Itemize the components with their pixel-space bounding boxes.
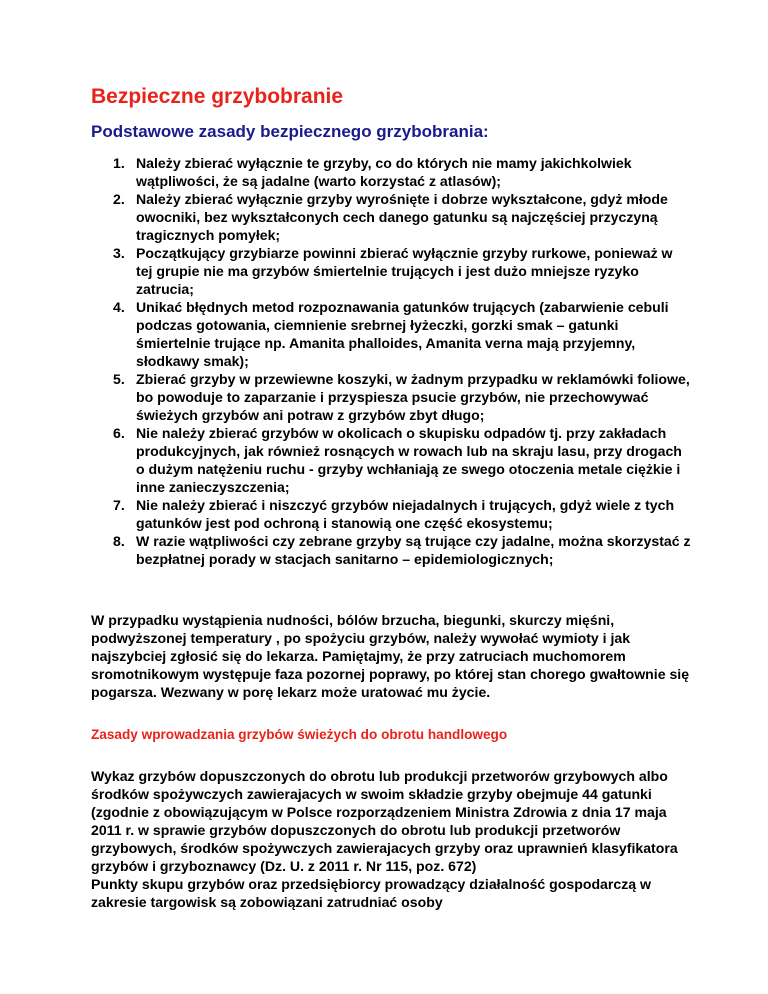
list-item-text: W razie wątpliwości czy zebrane grzyby są trujące czy jadalne, można skorzystać z bezpłatnej porady w stacjach sanitarno – epidemiologicznych; bbox=[136, 533, 691, 567]
list-item-number: 6. bbox=[113, 425, 125, 441]
list-item bbox=[91, 496, 691, 532]
list-item-text: Unikać błędnych metod rozpoznawania gatunków trujących (zabarwienie cebuli podczas gotowania, ciemnienie srebrnej łyżeczki, gorzki smak – gatunki śmiertelnie trujące np. Amanita phalloides, Amanita verna mają przyjemny, słodkawy smak); bbox=[136, 299, 669, 369]
trade-paragraph-2: Punkty skupu grzybów oraz przedsiębiorcy prowadzący działalność gospodarczą w zakresie targowisk są zobowiązani zatrudniać osoby bbox=[91, 876, 651, 910]
list-item-number: 7. bbox=[113, 497, 125, 513]
list-item-number: 3. bbox=[113, 245, 125, 261]
list-item bbox=[91, 154, 691, 190]
list-item bbox=[91, 244, 691, 298]
list-item bbox=[91, 532, 691, 568]
trade-section-body bbox=[91, 767, 691, 911]
list-item bbox=[91, 298, 691, 370]
warning-paragraph: W przypadku wystąpienia nudności, bólów brzucha, biegunki, skurczy mięśni, podwyższonej temperatury , po spożyciu grzybów, należy wywołać wymioty i jak najszybciej zgłosić się do lekarza. Pamiętajmy, że przy zatruciach muchomorem sromotnikowym występuje faza pozornej poprawy, po której stan chorego gwałtownie się pogarsza. Wezwany w porę lekarz może uratować mu życie. bbox=[91, 612, 690, 700]
list-item-text: Należy zbierać wyłącznie grzyby wyrośnięte i dobrze wykształcone, gdyż młode owocniki, bez wykształconych cech danego gatunku są najczęściej przyczyną tragicznych pomyłek; bbox=[136, 191, 668, 243]
trade-paragraph-1: Wykaz grzybów dopuszczonych do obrotu lub produkcji przetworów grzybowych albo środków spożywczych zawierajacych w swoim składzie grzyby obejmuje 44 gatunki (zgodnie z obowiązującym w Polsce rozporządzeniem Ministra Zdrowia z dnia 17 maja 2011 r. w sprawie grzybów dopuszczonych do obrotu lub produkcji przetworów grzybowych, środków spożywczych zawierajacych grzyby oraz uprawnień klasyfikatora grzybów i grzyboznawcy (Dz. U. z 2011 r. Nr 115, poz. 672) bbox=[91, 768, 678, 874]
list-item-text: Należy zbierać wyłącznie te grzyby, co do których nie mamy jakichkolwiek wątpliwości, że są jadalne (warto korzystać z atlasów); bbox=[136, 155, 632, 189]
rules-heading: Podstawowe zasady bezpiecznego grzybobrania: bbox=[91, 122, 489, 141]
list-item bbox=[91, 370, 691, 424]
list-item bbox=[91, 424, 691, 496]
rules-list bbox=[91, 154, 691, 568]
list-item-number: 1. bbox=[113, 155, 125, 171]
list-item-number: 8. bbox=[113, 533, 125, 549]
list-item-text: Nie należy zbierać grzybów w okolicach o skupisku odpadów tj. przy zakładach produkcyjnych, jak również rosnących w rowach lub na skraju lasu, przy drogach o dużym natężeniu ruchu - grzyby wchłaniają ze swego otoczenia metale ciężkie i inne zanieczyszczenia; bbox=[136, 425, 682, 495]
page-title: Bezpieczne grzybobranie bbox=[91, 85, 344, 108]
list-item-number: 2. bbox=[113, 191, 125, 207]
list-item-text: Początkujący grzybiarze powinni zbierać wyłącznie grzyby rurkowe, ponieważ w tej grupie nie ma grzybów śmiertelnie trujących i jest dużo mniejsze ryzyko zatrucia; bbox=[136, 245, 673, 297]
list-item bbox=[91, 190, 691, 244]
list-item-number: 4. bbox=[113, 299, 125, 315]
list-item-text: Zbierać grzyby w przewiewne koszyki, w żadnym przypadku w reklamówki foliowe, bo powoduje to zaparzanie i przyspiesza psucie grzybów, nie przechowywać świeżych grzybów ani potraw z grzybów zbyt długo; bbox=[136, 371, 690, 423]
list-item-number: 5. bbox=[113, 371, 125, 387]
list-item-text: Nie należy zbierać i niszczyć grzybów niejadalnych i trujących, gdyż wiele z tych gatunków jest pod ochroną i stanowią one część ekosystemu; bbox=[136, 497, 675, 531]
trade-section-heading: Zasady wprowadzania grzybów świeżych do obrotu handlowego bbox=[91, 727, 508, 742]
